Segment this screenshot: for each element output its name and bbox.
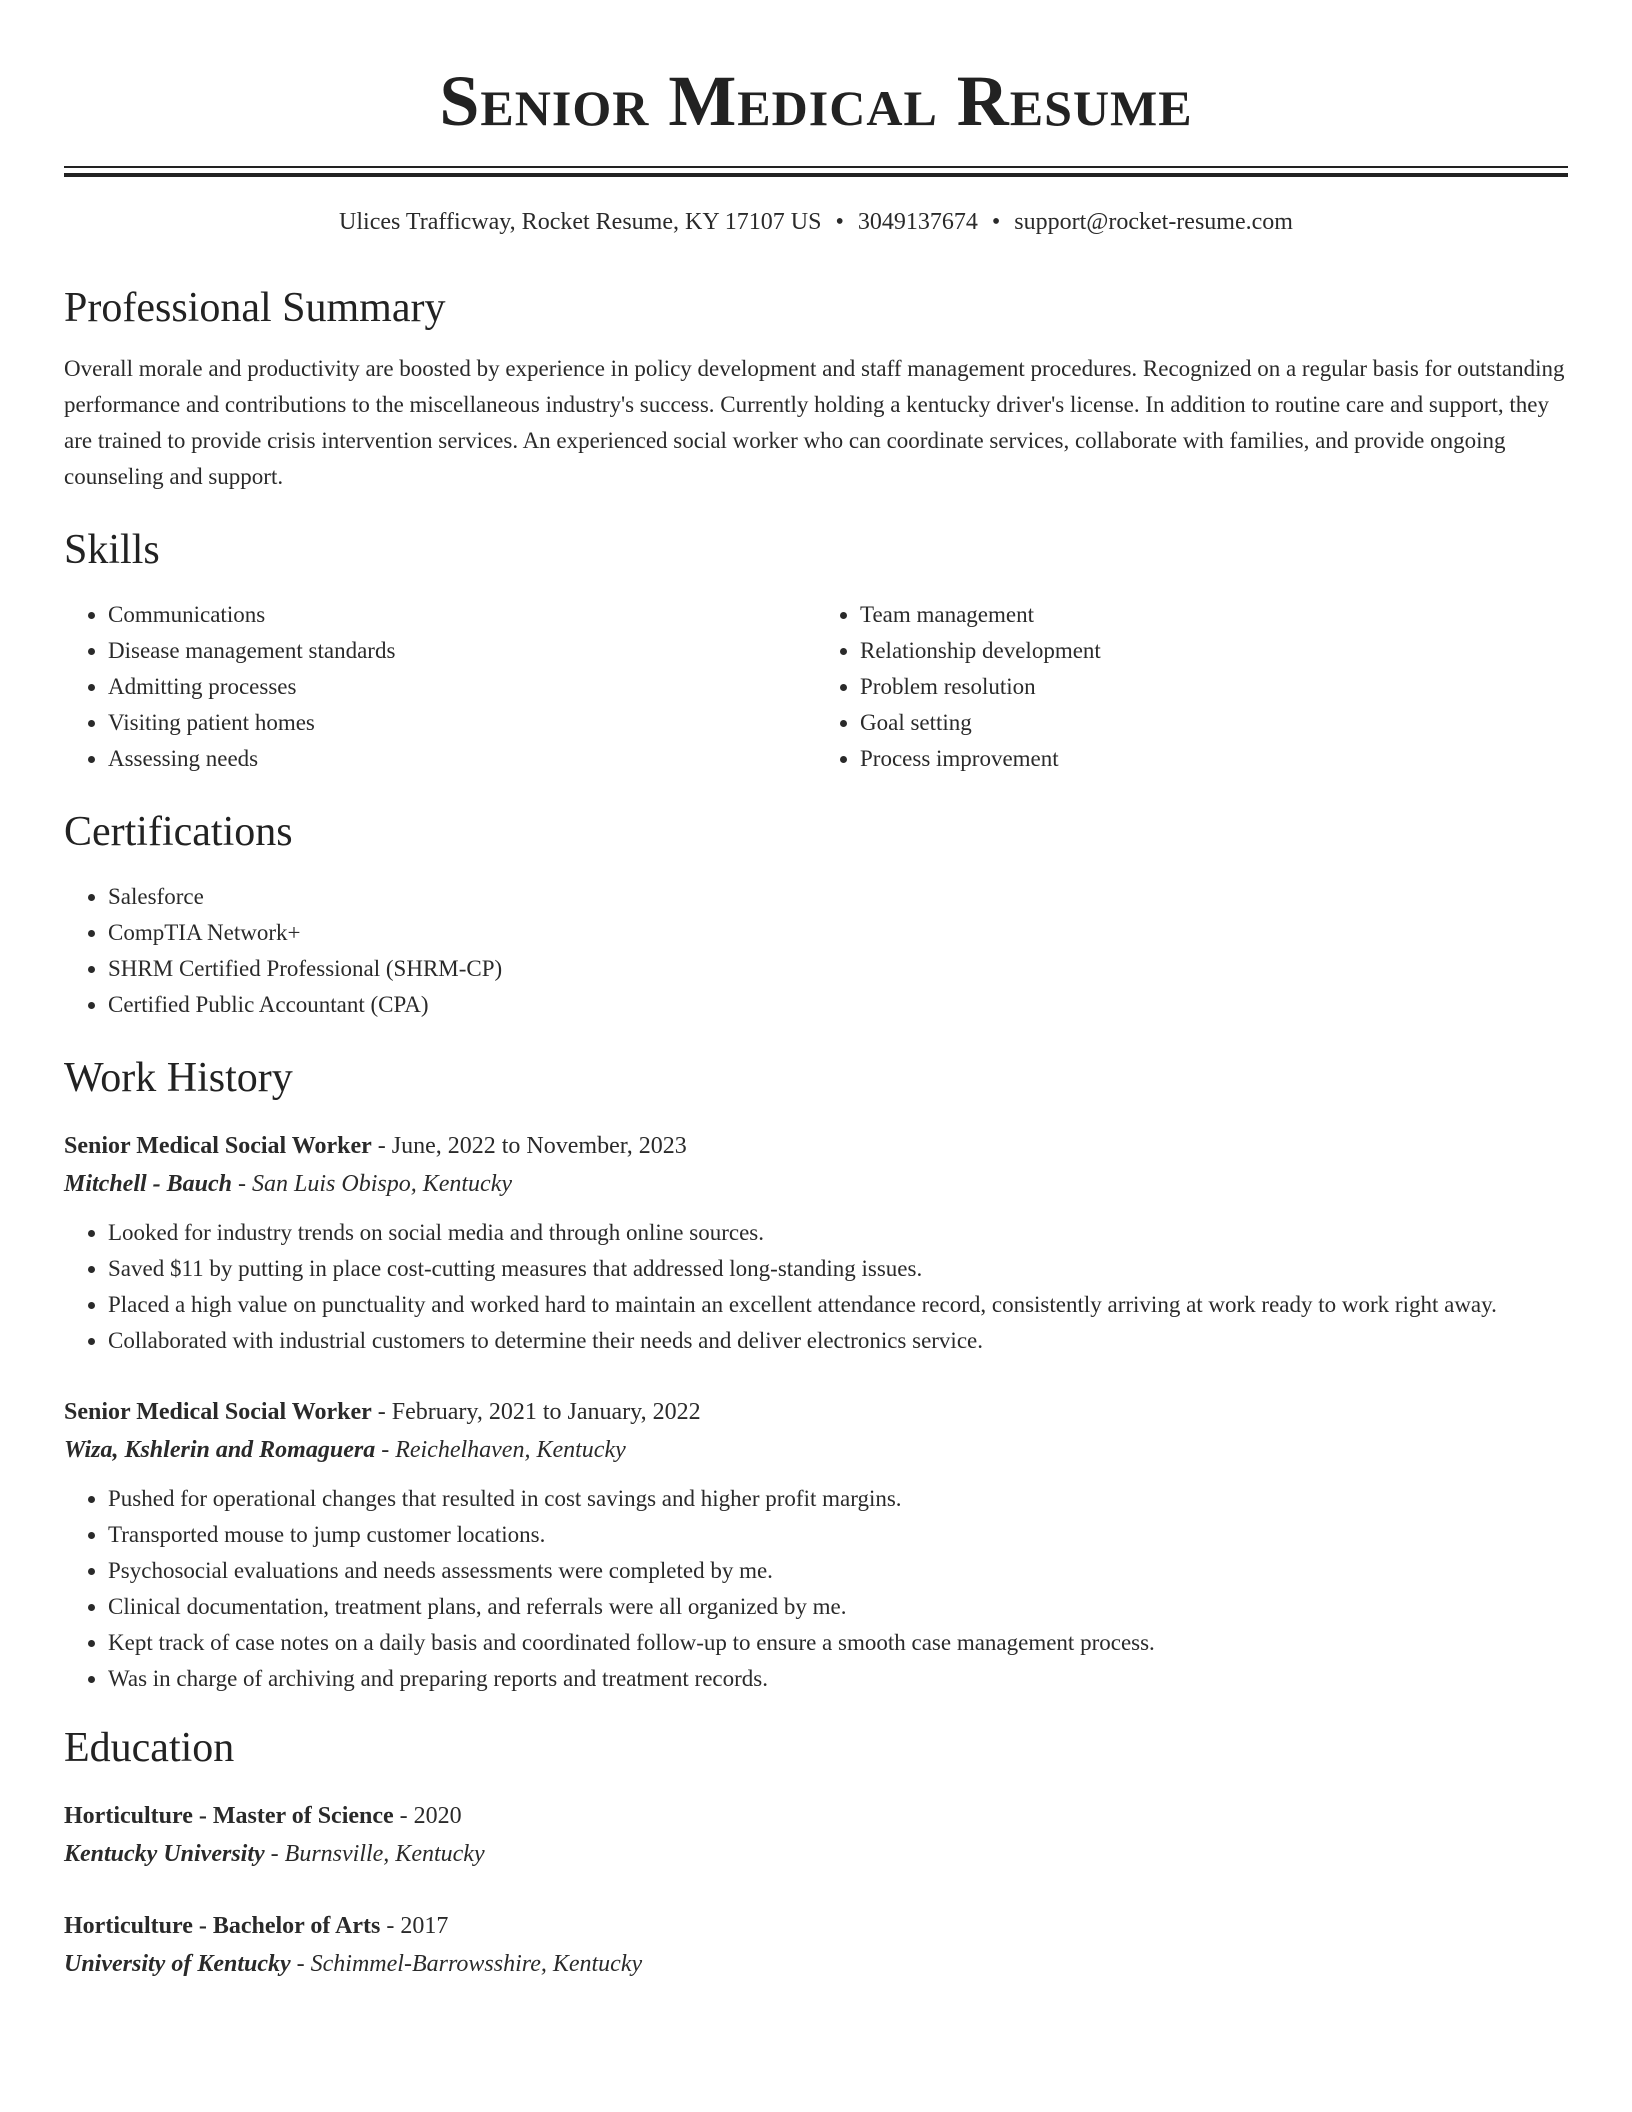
skills-list-right: [816, 597, 1568, 777]
job-entry: [64, 1127, 1568, 1359]
certifications-heading: Certifications: [64, 809, 293, 855]
skill-item: • Team management: [860, 597, 1568, 633]
job-bullet: • Placed a high value on punctuality and worked hard to maintain an excellent attendance record, consistently arriving at work ready to work right away.: [108, 1287, 1568, 1323]
job-company-line: Wiza, Kshlerin and Romaguera - Reichelhaven, Kentucky: [64, 1437, 626, 1463]
education-entry: [64, 1797, 1568, 1873]
job-title-line: Senior Medical Social Worker - February, 2021 to January, 2022: [64, 1399, 701, 1425]
job-bullet: • Transported mouse to jump customer locations.: [108, 1517, 1568, 1553]
certification-item: • Certified Public Accountant (CPA): [108, 987, 1568, 1023]
education-school: Kentucky University: [64, 1841, 265, 1867]
job-bullet: • Looked for industry trends on social media and through online sources.: [108, 1215, 1568, 1251]
job-company: Wiza, Kshlerin and Romaguera: [64, 1437, 376, 1463]
job-bullet: • Collaborated with industrial customers to determine their needs and deliver electronics service.: [108, 1323, 1568, 1359]
job-location: Reichelhaven, Kentucky: [395, 1437, 626, 1463]
contact-line: [64, 207, 1568, 237]
skill-item: • Relationship development: [860, 633, 1568, 669]
contact-email: support@rocket-resume.com: [1014, 209, 1293, 235]
job-bullet: • Was in charge of archiving and preparing reports and treatment records.: [108, 1661, 1568, 1697]
job-company: Mitchell - Bauch: [64, 1171, 233, 1197]
skill-item: • Communications: [108, 597, 816, 633]
education-degree-line: Horticulture - Bachelor of Arts - 2017: [64, 1913, 449, 1939]
title-rule-top: [64, 166, 1568, 168]
job-bullet: • Saved $11 by putting in place cost-cutting measures that addressed long-standing issues.: [108, 1251, 1568, 1287]
skill-item: • Process improvement: [860, 741, 1568, 777]
certifications-list: [64, 879, 1568, 1023]
skills-heading: Skills: [64, 527, 160, 573]
education-degree: Horticulture - Master of Science: [64, 1803, 394, 1829]
skill-item: • Assessing needs: [108, 741, 816, 777]
education-heading: Education: [64, 1725, 235, 1771]
skill-item: • Problem resolution: [860, 669, 1568, 705]
contact-phone: 3049137674: [857, 209, 978, 235]
education-location: Schimmel-Barrowsshire, Kentucky: [310, 1951, 643, 1977]
education-degree: Horticulture - Bachelor of Arts: [64, 1913, 381, 1939]
skills-grid: [64, 597, 1568, 777]
certification-item: • Salesforce: [108, 879, 1568, 915]
education-year: 2017: [400, 1913, 449, 1939]
skill-item: • Disease management standards: [108, 633, 816, 669]
job-bullets: [64, 1215, 1568, 1359]
education-school: University of Kentucky: [64, 1951, 291, 1977]
job-dates: June, 2022 to November, 2023: [391, 1133, 687, 1159]
education-school-line: University of Kentucky - Schimmel-Barrowsshire, Kentucky: [64, 1951, 643, 1977]
job-bullet: • Psychosocial evaluations and needs assessments were completed by me.: [108, 1553, 1568, 1589]
skills-list-left: [64, 597, 816, 777]
title-rule-bottom: [64, 173, 1568, 177]
job-bullet: • Clinical documentation, treatment plans, and referrals were all organized by me.: [108, 1589, 1568, 1625]
education-entry: [64, 1907, 1568, 1983]
job-title: Senior Medical Social Worker: [64, 1133, 372, 1159]
contact-separator: •: [991, 209, 1001, 235]
job-title-line: Senior Medical Social Worker - June, 2022 to November, 2023: [64, 1133, 687, 1159]
education-school-line: Kentucky University - Burnsville, Kentucky: [64, 1841, 485, 1867]
job-company-line: Mitchell - Bauch - San Luis Obispo, Kentucky: [64, 1171, 512, 1197]
certification-item: • SHRM Certified Professional (SHRM-CP): [108, 951, 1568, 987]
job-dates: February, 2021 to January, 2022: [391, 1399, 701, 1425]
work-history-heading: Work History: [64, 1055, 293, 1101]
summary-text: Overall morale and productivity are boosted by experience in policy development and staff management procedures. Recognized on a regular basis for outstanding performance and contributions to the miscellaneous industry's success. Currently holding a kentucky driver's license. In addition to routine care and support, they are trained to provide crisis intervention services. An experienced social worker who can coordinate services, collaborate with families, and provide ongoing counseling and support.: [64, 356, 1565, 489]
skill-item: • Goal setting: [860, 705, 1568, 741]
job-title: Senior Medical Social Worker: [64, 1399, 372, 1425]
contact-address: Ulices Trafficway, Rocket Resume, KY 17107 US: [339, 209, 822, 235]
education-degree-line: Horticulture - Master of Science - 2020: [64, 1803, 462, 1829]
job-bullet: • Kept track of case notes on a daily basis and coordinated follow-up to ensure a smooth case management process.: [108, 1625, 1568, 1661]
contact-separator: •: [835, 209, 844, 235]
resume-title: Senior Medical Resume: [439, 61, 1193, 141]
summary-heading: Professional Summary: [64, 285, 446, 331]
job-entry: [64, 1393, 1568, 1697]
job-location: San Luis Obispo, Kentucky: [252, 1171, 512, 1197]
certification-item: • CompTIA Network+: [108, 915, 1568, 951]
skill-item: • Admitting processes: [108, 669, 816, 705]
job-bullets: [64, 1481, 1568, 1697]
education-location: Burnsville, Kentucky: [284, 1841, 485, 1867]
education-year: 2020: [413, 1803, 462, 1829]
skill-item: • Visiting patient homes: [108, 705, 816, 741]
job-bullet: • Pushed for operational changes that resulted in cost savings and higher profit margins.: [108, 1481, 1568, 1517]
